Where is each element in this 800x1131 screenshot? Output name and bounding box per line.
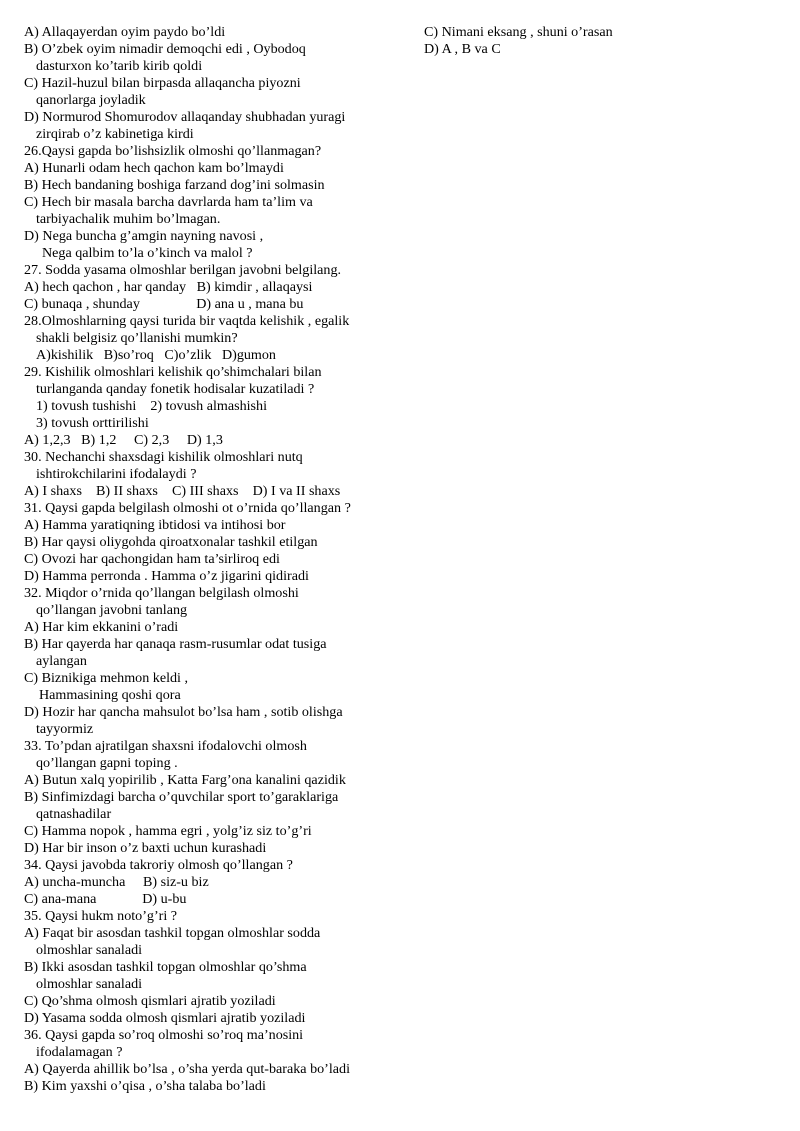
text-line: Nega qalbim to’la o’kinch va malol ? (42, 245, 253, 261)
text-line: B) Ikki asosdan tashkil topgan olmoshlar qo’shma (24, 959, 307, 975)
text-line: B) O’zbek oyim nimadir demoqchi edi , Oybodoq (24, 41, 306, 57)
text-line: 29. Kishilik olmoshlari kelishik qo’shimchalari bilan (24, 364, 322, 380)
text-line: qanorlarga joyladik (36, 92, 146, 108)
text-line: D) Yasama sodda olmosh qismlari ajratib yoziladi (24, 1010, 306, 1026)
text-line: olmoshlar sanaladi (36, 976, 143, 992)
text-line: aylangan (36, 653, 87, 669)
text-line: 31. Qaysi gapda belgilash olmoshi ot o’rnida qo’llangan ? (24, 500, 351, 516)
text-line: Hammasining qoshi qora (39, 687, 181, 703)
text-line: C) Nimani eksang , shuni o’rasan (424, 24, 613, 40)
text-line: 33. To’pdan ajratilgan shaxsni ifodalovchi olmosh (24, 738, 307, 754)
text-line: 28.Olmoshlarning qaysi turida bir vaqtda kelishik , egalik (24, 313, 350, 329)
text-line: A) Faqat bir asosdan tashkil topgan olmoshlar sodda (24, 925, 321, 941)
text-line: D) A , B va C (424, 41, 501, 57)
text-line: 36. Qaysi gapda so’roq olmoshi so’roq ma’nosini (24, 1027, 304, 1043)
text-line: A) I shaxs B) II shaxs C) III shaxs D) I va II shaxs (24, 483, 341, 499)
text-line: C) ana-mana D) u-bu (24, 891, 187, 907)
text-line: olmoshlar sanaladi (36, 942, 143, 958)
text-line: 1) tovush tushishi 2) tovush almashishi (36, 398, 267, 414)
text-line: D) Har bir inson o’z baxti uchun kurashadi (24, 840, 267, 856)
text-line: A) hech qachon , har qanday B) kimdir , allaqaysi (24, 279, 313, 295)
text-line: C) bunaqa , shunday D) ana u , mana bu (24, 296, 304, 312)
text-line: A) Butun xalq yopirilib , Katta Farg’ona kanalini qazidik (24, 772, 346, 788)
text-line: 3) tovush orttirilishi (36, 415, 149, 431)
text-line: qo’llangan gapni toping . (36, 755, 178, 771)
text-line: qatnashadilar (36, 806, 112, 822)
text-line: C) Hazil-huzul bilan birpasda allaqancha piyozni (24, 75, 301, 91)
text-line: ishtirokchilarini ifodalaydi ? (36, 466, 197, 482)
text-line: 30. Nechanchi shaxsdagi kishilik olmoshlari nutq (24, 449, 303, 465)
text-line: A) Har kim ekkanini o’radi (24, 619, 179, 635)
text-line: dasturxon ko’tarib kirib qoldi (36, 58, 203, 74)
text-line: 27. Sodda yasama olmoshlar berilgan javobni belgilang. (24, 262, 342, 278)
text-line: A) Qayerda ahillik bo’lsa , o’sha yerda qut-baraka bo’ladi (24, 1061, 350, 1077)
text-line: C) Hech bir masala barcha davrlarda ham ta’lim va (24, 194, 313, 210)
left-column (24, 24, 400, 1095)
text-line: C) Ovozi har qachongidan ham ta’sirliroq edi (24, 551, 280, 567)
text-line: 34. Qaysi javobda takroriy olmosh qo’llangan ? (24, 857, 293, 873)
text-line: zirqirab o’z kabinetiga kirdi (36, 126, 194, 142)
text-line: C) Biznikiga mehmon keldi , (24, 670, 189, 686)
text-line: C) Qo’shma olmosh qismlari ajratib yoziladi (24, 993, 276, 1009)
text-line: ifodalamagan ? (36, 1044, 123, 1060)
text-line: B) Sinfimizdagi barcha o’quvchilar sport to’garaklariga (24, 789, 339, 805)
text-line: A) uncha-muncha B) siz-u biz (24, 874, 209, 890)
text-line: tayyormiz (36, 721, 94, 737)
text-line: turlanganda qanday fonetik hodisalar kuzatiladi ? (36, 381, 315, 397)
text-line: B) Kim yaxshi o’qisa , o’sha talaba bo’ladi (24, 1078, 266, 1094)
text-line: B) Har qayerda har qanaqa rasm-rusumlar odat tusiga (24, 636, 327, 652)
text-line: A) 1,2,3 B) 1,2 C) 2,3 D) 1,3 (24, 432, 223, 448)
text-line: A) Allaqayerdan oyim paydo bo’ldi (24, 24, 226, 40)
text-line: 26.Qaysi gapda bo’lishsizlik olmoshi qo’llanmagan? (24, 143, 322, 159)
right-column (424, 24, 784, 58)
text-line: D) Normurod Shomurodov allaqanday shubhadan yuragi (24, 109, 346, 125)
text-line: 32. Miqdor o’rnida qo’llangan belgilash olmoshi (24, 585, 299, 601)
text-line: 35. Qaysi hukm noto’g’ri ? (24, 908, 178, 924)
text-line: shakli belgisiz qo’llanishi mumkin? (36, 330, 238, 346)
text-line: B) Har qaysi oliygohda qiroatxonalar tashkil etilgan (24, 534, 318, 550)
text-line: D) Hamma perronda . Hamma o’z jigarini qidiradi (24, 568, 309, 584)
text-line: qo’llangan javobni tanlang (36, 602, 188, 618)
text-line: A)kishilik B)so’roq C)o’zlik D)gumon (36, 347, 276, 363)
text-line: D) Nega buncha g’amgin nayning navosi , (24, 228, 264, 244)
text-line: C) Hamma nopok , hamma egri , yolg’iz siz to’g’ri (24, 823, 312, 839)
text-line: B) Hech bandaning boshiga farzand dog’ini solmasin (24, 177, 325, 193)
text-line: A) Hamma yaratiqning ibtidosi va intihosi bor (24, 517, 286, 533)
text-line: D) Hozir har qancha mahsulot bo’lsa ham , sotib olishga (24, 704, 343, 720)
text-line: A) Hunarli odam hech qachon kam bo’lmaydi (24, 160, 284, 176)
text-line: tarbiyachalik muhim bo’lmagan. (36, 211, 221, 227)
